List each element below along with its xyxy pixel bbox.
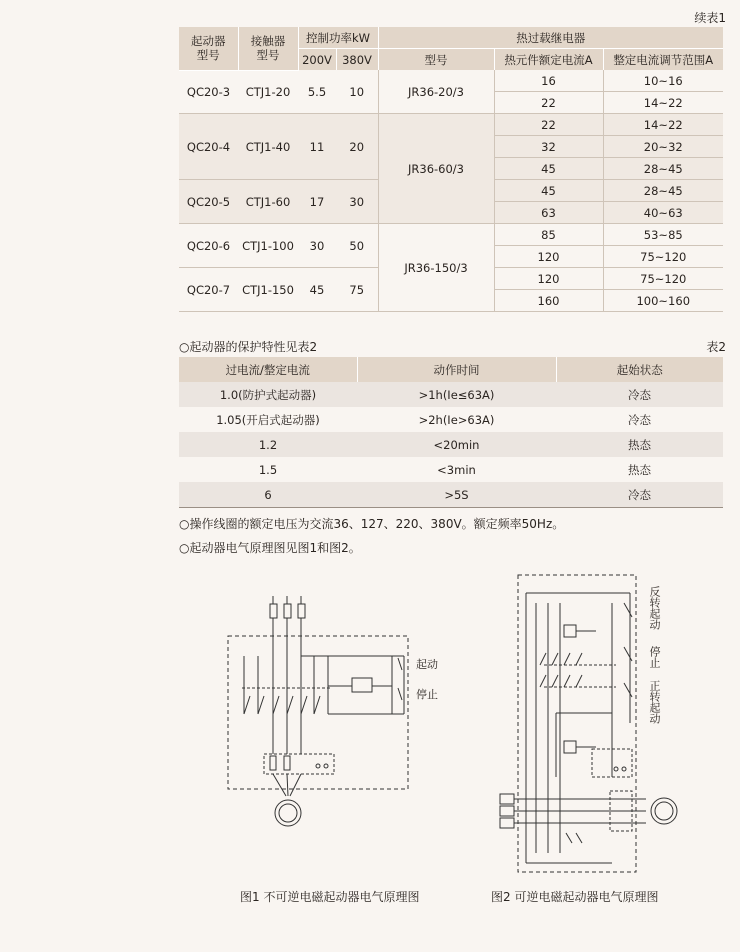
header-rated-current: 热元件额定电流A [494,49,603,71]
power-380-cell: 20 [336,114,378,180]
contactor-cell: CTJ1-40 [238,114,298,180]
starter-cell: QC20-6 [179,224,238,268]
table2-caption: 表2 [706,340,726,354]
relay-model-cell: JR36-20/3 [378,70,494,114]
relay-model-cell: JR36-150/3 [378,224,494,312]
table1-caption: 续表1 [694,11,726,25]
state-cell: 热态 [556,432,723,457]
table-row [179,382,723,407]
header-initial-state: 起始状态 [556,357,723,382]
overcurrent-cell: 1.2 [179,432,357,457]
figure2-caption: 图2 可逆电磁起动器电气原理图 [491,890,659,904]
header-contactor-model-text: 接触器 型号 [250,34,286,63]
overcurrent-cell: 1.0(防护式起动器) [179,382,357,407]
rated-current-cell: 120 [494,268,603,290]
setting-range-cell: 14~22 [603,92,723,114]
state-cell: 冷态 [628,412,651,427]
figure1-label-start: 起动 [416,658,438,671]
state-cell: 冷态 [556,482,723,508]
contactor-cell: CTJ1-20 [245,84,291,99]
power-200-cell: 11 [298,114,336,180]
note-schematic-ref: ○起动器电气原理图见图1和图2。 [179,541,361,555]
header-contactor-model [238,27,298,70]
setting-range-cell: 10~16 [603,70,723,92]
setting-range-cell: 53~85 [603,224,723,246]
setting-range-cell: 40~63 [603,202,723,224]
rated-current-cell: 63 [494,202,603,224]
figure2-label-stop: 停止 [648,646,661,668]
header-starter-model [179,27,238,70]
header-starter-model-text: 起动器 型号 [191,34,226,63]
setting-range-cell: 20~32 [603,136,723,158]
header-thermal-relay: 热过载继电器 [378,27,723,49]
header-setting-range: 整定电流调节范围A [603,49,723,71]
overcurrent-cell: 1.05(开启式起动器) [216,412,320,427]
contactor-cell: CTJ1-60 [238,180,298,224]
action-time-cell: <3min [437,462,476,477]
table2-intro: ○起动器的保护特性见表2 [179,340,318,354]
rated-current-cell: 22 [494,114,603,136]
power-200-cell: 45 [309,282,325,297]
power-200-cell: 5.5 [307,84,327,99]
overcurrent-cell: 1.5 [258,462,278,477]
starter-spec-table [179,27,723,312]
table-row [179,482,723,508]
starter-cell: QC20-5 [179,180,238,224]
figure2-label-reverse: 反转起动 [648,586,661,630]
starter-cell: QC20-3 [186,84,231,99]
rated-current-cell: 160 [494,290,603,312]
rated-current-cell: 32 [494,136,603,158]
figure1-caption: 图1 不可逆电磁起动器电气原理图 [240,890,420,904]
header-200v: 200V [298,49,336,71]
action-time-cell: >5S [357,482,556,508]
header-control-power: 控制功率kW [298,27,378,49]
note-coil-voltage: ○操作线圈的额定电压为交流36、127、220、380V。额定频率50Hz。 [179,517,565,531]
power-200-cell: 30 [298,224,336,268]
rated-current-cell: 16 [494,70,603,92]
setting-range-cell: 75~120 [603,246,723,268]
header-relay-model: 型号 [378,49,494,71]
figure1-label-stop: 停止 [416,688,438,701]
header-overcurrent: 过电流/整定电流 [179,357,357,382]
power-200-cell: 17 [298,180,336,224]
relay-model-cell: JR36-60/3 [378,114,494,224]
header-action-time: 动作时间 [357,357,556,382]
rated-current-cell: 120 [494,246,603,268]
table-row [179,407,723,432]
setting-range-cell: 28~45 [603,180,723,202]
starter-cell: QC20-4 [179,114,238,180]
table-row [179,432,723,457]
figure1-diagram [222,596,442,832]
rated-current-cell: 22 [494,92,603,114]
state-cell: 冷态 [556,382,723,407]
rated-current-cell: 45 [494,158,603,180]
power-380-cell: 50 [336,224,378,268]
power-380-cell: 10 [349,84,365,99]
contactor-cell: CTJ1-100 [238,224,298,268]
state-cell: 热态 [628,462,651,477]
power-380-cell: 30 [336,180,378,224]
starter-cell: QC20-7 [186,282,231,297]
table-row [179,457,723,482]
table-row [179,114,723,136]
setting-range-cell: 28~45 [603,158,723,180]
header-380v: 380V [336,49,378,71]
setting-range-cell: 75~120 [603,268,723,290]
action-time-cell: >1h(Ie≤63A) [357,382,556,407]
table-row [179,224,723,246]
rated-current-cell: 85 [494,224,603,246]
rated-current-cell: 45 [494,180,603,202]
setting-range-cell: 14~22 [603,114,723,136]
action-time-cell: <20min [357,432,556,457]
protection-table [179,357,723,508]
power-380-cell: 75 [349,282,365,297]
table-row [179,70,723,92]
contactor-cell: CTJ1-150 [242,282,294,297]
action-time-cell: >2h(Ie>63A) [418,412,495,427]
figure2-label-forward: 正转起动 [648,680,661,724]
setting-range-cell: 100~160 [603,290,723,312]
overcurrent-cell: 6 [179,482,357,508]
